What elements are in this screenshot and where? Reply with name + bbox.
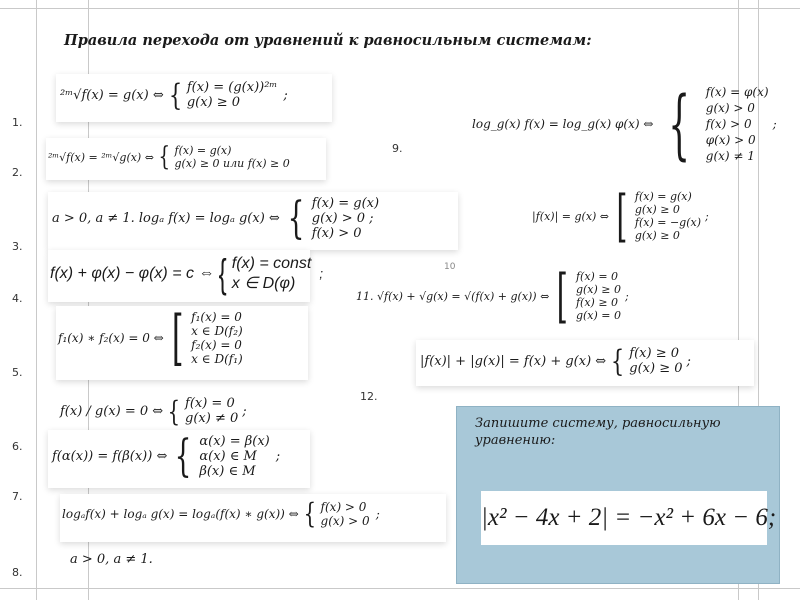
formula-line: f(x) = 0 <box>185 396 235 411</box>
task-prompt: Запишите систему, равносильную уравнению: <box>475 416 721 448</box>
formula-rule-9: log_g(x) f(x) = log_g(x) φ(x) ⇔ { f(x) = φ(x) g(x) > 0 f(x) > 0 φ(x) > 0 g(x) ≠ 1 ; <box>472 79 777 168</box>
formula-line: g(x) ≥ 0 <box>575 283 622 296</box>
formula-line: f(x) ≥ 0 <box>575 296 619 309</box>
brace-icon: { <box>287 193 305 244</box>
rule-number: 2. <box>12 166 23 179</box>
formula-rule-12: |f(x)| + |g(x)| = f(x) + g(x) ⇔ { f(x) ≥ 0 g(x) ≥ 0 ; <box>420 343 691 379</box>
bracket-icon: [ <box>171 303 184 373</box>
bracket-icon: [ <box>556 261 569 330</box>
formula-line: f(x) > 0 <box>320 500 367 514</box>
formula-condition: a > 0, a ≠ 1. <box>70 552 153 567</box>
rule-number: 10 <box>444 262 456 272</box>
formula-line: α(x) = β(x) <box>199 434 270 449</box>
rule-number: 1. <box>12 116 23 129</box>
formula-line: g(x) ≥ 0 <box>634 229 680 242</box>
rule-number: 9. <box>392 142 403 155</box>
brace-icon: { <box>611 343 625 379</box>
rule-number: 8. <box>12 566 23 579</box>
frame-line <box>0 8 800 9</box>
formula-line: f(x) ≥ 0 <box>629 346 679 361</box>
brace-icon: { <box>174 431 192 482</box>
formula-left: f(α(x)) = f(β(x)) ⇔ <box>52 449 168 464</box>
rule-number: 5. <box>12 366 23 379</box>
formula-line: f₁(x) = 0 <box>191 310 242 324</box>
formula-rule-1: ²ᵐ√f(x) = g(x) ⇔ { f(x) = (g(x))²ᵐ g(x) ≥ 0 ; <box>60 77 288 113</box>
brace-icon: { <box>668 79 691 168</box>
formula-left: ²ᵐ√f(x) = g(x) ⇔ <box>60 87 164 103</box>
formula-line: g(x) ≥ 0 <box>186 95 241 110</box>
formula-line: f(x) = const <box>231 255 312 272</box>
formula-line: f(x) = 0 <box>575 270 619 283</box>
formula-rule-5 <box>58 303 243 373</box>
formula-left: |f(x)| + |g(x)| = f(x) + g(x) ⇔ <box>420 353 607 369</box>
brace-icon: { <box>168 77 182 113</box>
formula-line: x ∈ D(f₂) <box>191 324 243 338</box>
bracket-icon: [ <box>616 183 628 249</box>
formula-rule-10: |f(x)| = g(x) ⇔ [ f(x) = g(x) g(x) ≥ 0 f(x) = −g(x) g(x) ≥ 0 ; <box>532 183 709 249</box>
formula-line: f(x) = g(x) <box>311 196 380 211</box>
brace-icon: { <box>158 141 171 172</box>
formula-left: f(x) + φ(x) − φ(x) = c ⇔ <box>50 265 215 282</box>
rule-number: 3. <box>12 240 23 253</box>
formula-line: x ∈ D(f₁) <box>191 352 243 366</box>
rule-number: 4. <box>12 292 23 305</box>
formula-line: f₂(x) = 0 <box>191 338 242 352</box>
formula-line: f(x) = g(x) <box>634 190 692 203</box>
formula-rule-2 <box>48 141 290 172</box>
formula-line: φ(x) > 0 <box>705 133 756 147</box>
formula-line: f(x) > 0 <box>705 117 752 131</box>
rule-number: 6. <box>12 440 23 453</box>
formula-left: ²ᵐ√f(x) = ²ᵐ√g(x) ⇔ <box>48 150 154 164</box>
formula-left: 11. √f(x) + √g(x) = √(f(x) + g(x)) ⇔ <box>356 289 550 303</box>
formula-line: g(x) ≥ 0 <box>629 361 683 376</box>
formula-left: f(x) / g(x) = 0 ⇔ <box>60 403 164 419</box>
formula-rule-4: f(x) + φ(x) − φ(x) = c ⇔ { f(x) = const x ∈ D(φ) ; <box>50 252 323 296</box>
formula-line: x ∈ D(φ) <box>231 275 296 292</box>
formula-line: f(x) = φ(x) <box>705 85 769 99</box>
brace-icon: { <box>167 394 181 428</box>
frame-line <box>36 0 37 600</box>
formula-line: g(x) ≥ 0 <box>634 203 680 216</box>
formula-rule-7: f(α(x)) = f(β(x)) ⇔ { α(x) = β(x) α(x) ∈ M β(x) ∈ M ; <box>52 431 281 482</box>
formula-line: f(x) = g(x) <box>174 144 232 157</box>
formula-rule-8: logₐf(x) + logₐ g(x) = logₐ(f(x) ∗ g(x)) ⇔ { f(x) > 0 g(x) > 0 ; <box>62 497 380 530</box>
formula-line: α(x) ∈ M <box>199 449 257 464</box>
formula-left: a > 0, a ≠ 1. logₐ f(x) = logₐ g(x) ⇔ <box>52 211 280 226</box>
rule-number: 12. <box>360 390 378 403</box>
formula-line: g(x) ≠ 1 <box>705 149 755 163</box>
rule-number: 7. <box>12 490 23 503</box>
formula-left: logₐf(x) + logₐ g(x) = logₐ(f(x) ∗ g(x)) ⇔ <box>62 507 299 521</box>
formula-line: g(x) = 0 <box>575 309 622 322</box>
formula-line: g(x) > 0 ; <box>311 211 374 226</box>
formula-left: |f(x)| = g(x) ⇔ <box>532 209 610 223</box>
formula-line: g(x) ≥ 0 или f(x) ≥ 0 <box>174 157 290 170</box>
formula-rule-3 <box>52 193 380 244</box>
formula-line: g(x) > 0 <box>705 101 755 115</box>
formula-line: f(x) > 0 <box>311 226 362 241</box>
formula-rule-6: f(x) / g(x) = 0 ⇔ { f(x) = 0 g(x) ≠ 0 ; <box>60 394 247 428</box>
formula-line: β(x) ∈ M <box>199 464 256 479</box>
page-title: Правила перехода от уравнений к равносильным системам: <box>64 32 592 49</box>
formula-line: f(x) = (g(x))²ᵐ <box>186 80 278 95</box>
frame-line <box>0 588 800 589</box>
brace-icon: { <box>219 252 228 296</box>
formula-left: log_g(x) f(x) = log_g(x) φ(x) ⇔ <box>472 117 654 131</box>
formula-line: g(x) > 0 <box>320 514 370 528</box>
task-card <box>456 406 780 584</box>
formula-rule-11: 11. √f(x) + √g(x) = √(f(x) + g(x)) ⇔ [ f(x) = 0 g(x) ≥ 0 f(x) ≥ 0 g(x) = 0 ; <box>356 261 629 330</box>
task-equation: |x² − 4x + 2| = −x² + 6x − 6; <box>481 491 767 545</box>
formula-line: g(x) ≠ 0 <box>185 411 239 426</box>
formula-line: f(x) = −g(x) <box>634 216 702 229</box>
formula-left: f₁(x) ∗ f₂(x) = 0 ⇔ <box>58 331 164 345</box>
brace-icon: { <box>303 497 316 530</box>
